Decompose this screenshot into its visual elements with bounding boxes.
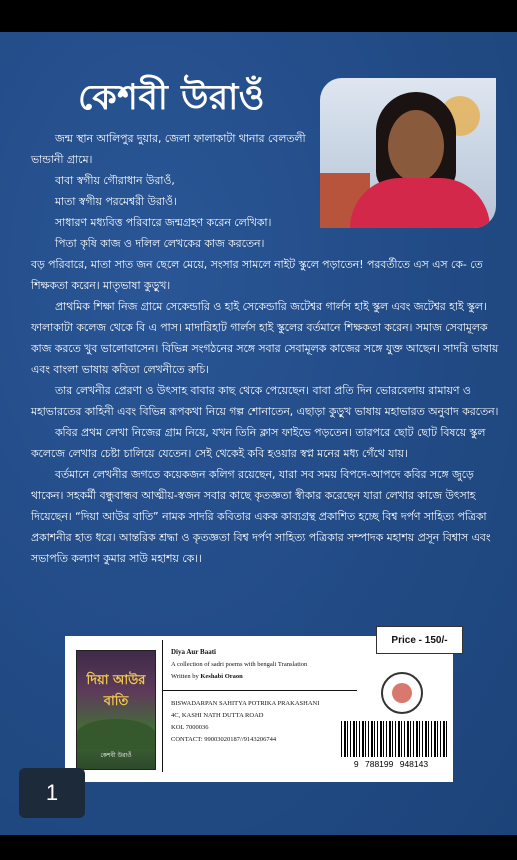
- panel-divider-horizontal: [162, 690, 357, 691]
- thumbnail-hill: [77, 719, 155, 749]
- bio-paragraph: বর্তমানে লেখনীর জগতে কয়েকজন কলিগ রয়েছেন, যারা সব সময় বিপদে-আপদে কবির সঙ্গে জুড়ে থাকেন। সহকর্মী বন্ধুবান্ধব আত্মীয়-স্বজন সবার কাছে কৃতজ্ঞতা স্বীকার করেছেন যারা লেখার কাজে উৎসাহ দিয়েছেন। “দিয়া আউর বাতি” নামক সাদরি কবিতার একক কাব্যগ্রন্থ প্রকাশিত হচ্ছে বিশ্ব দর্পণ সাহিত্য পত্রিকা প্রকাশনীর হাত ধরে। আন্তরিক শ্রদ্ধা ও কৃতজ্ঞতা বিশ্ব দর্পণ সাহিত্য পত্রিকার সম্পাদক মহাশয় প্রসূন বিশ্বাস এবং সভাপতি কল্যাণ কুমার সাউ মহাশয় কে।।: [31, 468, 491, 565]
- publisher-name: BISWADARPAN SAHITYA POTRIKA PRAKASHANI: [171, 700, 320, 707]
- bio-paragraph: প্রাথমিক শিক্ষা নিজ গ্রামে সেকেন্ডারি ও হাই সেকেন্ডারি জটেশ্বর গার্লস হাই স্কুল এবং জটেশ্বর হাই স্কুল। ফালাকাটা কলেজ থেকে বি এ পাস। মাদারিহাট গার্লস হাই স্কুলের বর্তমানে শিক্ষকতা করেন। সমাজ সেবামূলক কাজ করতে খুব ভালোবাসেন। বিভিন্ন সংগঠনের সঙ্গে সবার সেবামূলক কাজের সঙ্গে যুক্ত আছেন। সাদরি ভাষায় এবং বাংলা ভাষায় কবিতা লেখনীতে রুচি।: [31, 300, 499, 376]
- panel-divider-vertical: [162, 640, 163, 772]
- isbn-barcode: [333, 721, 449, 767]
- author-bio: [31, 128, 503, 569]
- price-tag: Price - 150/-: [376, 626, 463, 654]
- bio-paragraph: সাধারণ মধ্যবিত্ত পরিবারে জন্মগ্রহণ করেন লেখিকা।: [55, 216, 272, 229]
- publisher-contact: CONTACT: 99003020187//9143206744: [171, 736, 277, 743]
- bio-paragraph: জন্ম স্থান আলিপুর দুয়ার, জেলা ফালাকাটা থানার বেলতলী ভান্ডানী গ্রামে।: [31, 132, 306, 166]
- book-author: Keshabi Oraon: [200, 673, 243, 680]
- author-title: কেশবী উরাওঁ: [78, 77, 265, 118]
- publisher-logo-icon: [381, 672, 423, 714]
- book-subtitle: A collection of sadri poems with bengali Translation: [171, 661, 308, 668]
- thumbnail-title: দিয়া আউর বাতি: [86, 673, 146, 709]
- book-title: Diya Aur Baati: [171, 648, 216, 656]
- book-cover-thumbnail: [76, 650, 156, 770]
- bio-paragraph: বড় পরিবারে, মাতা সাত জন ছেলে মেয়ে, সংসার সামলে নাইট স্কুলে পড়াতেন! পরবর্তীতে এস এস কে- তে শিক্ষকতা করেন। মাতৃভাষা কুড়ুখ।: [31, 258, 483, 292]
- bio-paragraph: পিতা কৃষি কাজ ও দলিল লেখকের কাজ করতেন।: [55, 237, 265, 250]
- bio-paragraph: কবির প্রথম লেখা নিজের গ্রাম নিয়ে, যখন তিনি ক্লাস ফাইভে পড়তেন। তারপরে ছোট ছোট বিষয়ে স্কুল কলেজে লেখার চেষ্টা চালিয়ে যেতেন। সেই থেকেই কবি হওয়ার স্বপ্ন মনের মধ্য গেঁথে যায়।: [31, 426, 486, 460]
- top-bar: [0, 0, 517, 32]
- book-written-by: [171, 673, 243, 680]
- page-number-badge[interactable]: 1: [19, 768, 85, 818]
- thumbnail-author: কেশবী উরাওঁ: [100, 752, 132, 759]
- bio-paragraph: বাবা স্বগীয় গৌরাধান উরাওঁ,: [55, 174, 175, 187]
- publisher-address: 4C, KASHI NATH DUTTA ROAD: [171, 712, 264, 719]
- publisher-city: KOL 7000036: [171, 724, 209, 731]
- written-by-label: Written by: [171, 673, 201, 680]
- bottom-bar: [0, 835, 517, 860]
- bio-paragraph: তার লেখনীর প্রেরণা ও উৎসাহ বাবার কাছ থেকে পেয়েছেন। বাবা প্রতি দিন ভোরবেলায় রামায়ণ ও মহাভারতের কাহিনী এবং বিভিন্ন রূপকথা নিয়ে গল্প শোনাতেন, এছাড়া কুড়ুখ ভাষায় মহাভারত অনুবাদ করতেন।: [31, 384, 499, 418]
- barcode-bars: [341, 721, 449, 757]
- bio-paragraph: মাতা স্বগীয় পরমেশ্বরী উরাওঁ।: [55, 195, 177, 208]
- isbn-number: 9 788199 948143: [353, 759, 429, 769]
